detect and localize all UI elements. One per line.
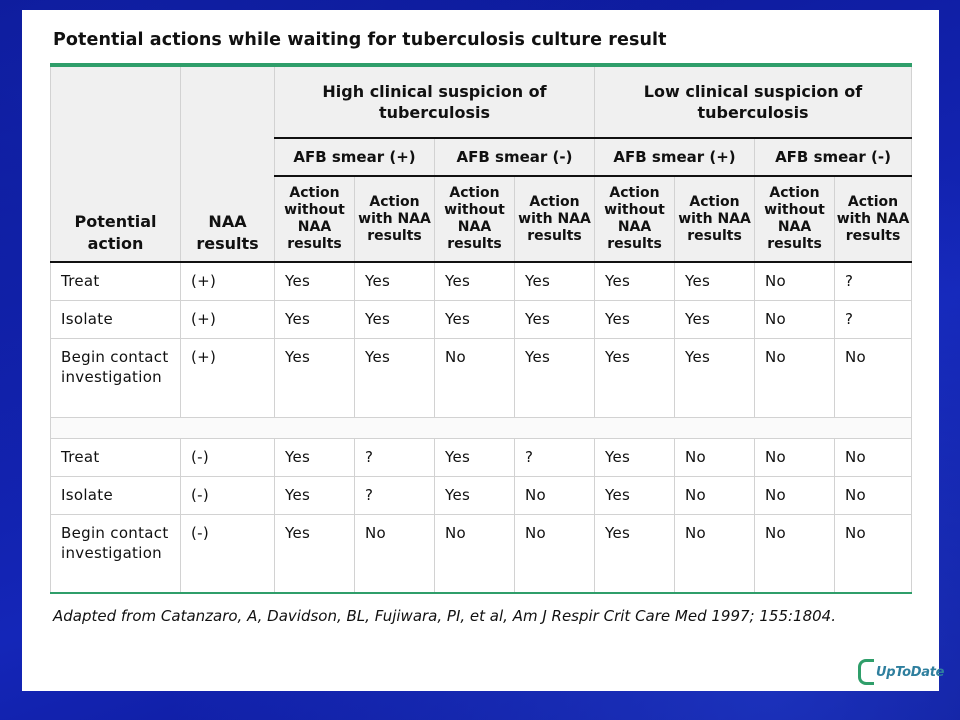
- row-naa: (+): [181, 338, 275, 417]
- row-value: Yes: [595, 300, 675, 338]
- row-value: Yes: [435, 476, 515, 514]
- row-value: Yes: [515, 338, 595, 417]
- header-action-3: Action with NAA results: [515, 176, 595, 262]
- row-action: Treat: [51, 262, 181, 300]
- row-value: Yes: [435, 438, 515, 476]
- header-potential-action: Potential action: [51, 65, 181, 262]
- row-value: No: [755, 262, 835, 300]
- row-value: No: [755, 476, 835, 514]
- uptodate-logo-icon: [858, 659, 874, 685]
- row-action: Treat: [51, 438, 181, 476]
- row-value: No: [755, 338, 835, 417]
- table-row: [51, 514, 912, 593]
- header-action-2: Action without NAA results: [435, 176, 515, 262]
- uptodate-logo: [858, 657, 944, 687]
- row-value: ?: [835, 300, 912, 338]
- row-naa: (+): [181, 262, 275, 300]
- row-value: No: [835, 338, 912, 417]
- table-row: [51, 300, 912, 338]
- row-value: Yes: [355, 300, 435, 338]
- row-action: Begin contact investigation: [51, 338, 181, 417]
- row-value: No: [675, 514, 755, 593]
- row-value: No: [835, 438, 912, 476]
- header-smear-high-pos: AFB smear (+): [275, 138, 435, 176]
- row-value: Yes: [435, 300, 515, 338]
- header-smear-low-pos: AFB smear (+): [595, 138, 755, 176]
- header-high-suspicion: High clinical suspicion of tuberculosis: [275, 65, 595, 138]
- row-value: Yes: [275, 262, 355, 300]
- spacer-cell: [51, 417, 912, 438]
- row-value: ?: [515, 438, 595, 476]
- row-value: Yes: [275, 338, 355, 417]
- uptodate-logo-text: UpToDate: [876, 664, 945, 680]
- row-value: No: [515, 514, 595, 593]
- row-value: No: [355, 514, 435, 593]
- row-value: Yes: [675, 300, 755, 338]
- header-smear-low-neg: AFB smear (-): [755, 138, 912, 176]
- row-naa: (-): [181, 438, 275, 476]
- row-naa: (+): [181, 300, 275, 338]
- header-action-0: Action without NAA results: [275, 176, 355, 262]
- tb-actions-table: [50, 63, 912, 594]
- table-row: [51, 338, 912, 417]
- row-value: No: [835, 514, 912, 593]
- row-value: Yes: [595, 338, 675, 417]
- table-row: [51, 476, 912, 514]
- row-value: ?: [355, 476, 435, 514]
- row-value: Yes: [275, 438, 355, 476]
- row-value: Yes: [595, 514, 675, 593]
- row-value: Yes: [435, 262, 515, 300]
- row-action: Isolate: [51, 300, 181, 338]
- slide: [22, 10, 945, 691]
- row-value: No: [755, 514, 835, 593]
- row-value: No: [435, 514, 515, 593]
- header-naa-results: NAA results: [181, 65, 275, 262]
- header-action-6: Action without NAA results: [755, 176, 835, 262]
- table-row: [51, 438, 912, 476]
- row-value: Yes: [595, 438, 675, 476]
- header-low-suspicion: Low clinical suspicion of tuberculosis: [595, 65, 912, 138]
- row-value: Yes: [355, 262, 435, 300]
- row-value: No: [755, 300, 835, 338]
- row-value: No: [675, 438, 755, 476]
- row-action: Begin contact investigation: [51, 514, 181, 593]
- header-action-1: Action with NAA results: [355, 176, 435, 262]
- row-value: No: [835, 476, 912, 514]
- row-value: ?: [835, 262, 912, 300]
- row-value: No: [755, 438, 835, 476]
- row-value: Yes: [515, 300, 595, 338]
- header-action-5: Action with NAA results: [675, 176, 755, 262]
- row-value: Yes: [675, 338, 755, 417]
- row-value: Yes: [595, 262, 675, 300]
- row-value: Yes: [675, 262, 755, 300]
- header-action-4: Action without NAA results: [595, 176, 675, 262]
- row-value: ?: [355, 438, 435, 476]
- row-value: No: [435, 338, 515, 417]
- row-value: Yes: [275, 514, 355, 593]
- row-action: Isolate: [51, 476, 181, 514]
- spacer-row: [51, 417, 912, 438]
- row-value: No: [515, 476, 595, 514]
- row-value: No: [675, 476, 755, 514]
- row-value: Yes: [515, 262, 595, 300]
- header-smear-high-neg: AFB smear (-): [435, 138, 595, 176]
- row-value: Yes: [275, 476, 355, 514]
- citation: Adapted from Catanzaro, A, Davidson, BL, Fujiwara, PI, et al, Am J Respir Crit Care Med 1997; 155:1804.: [53, 607, 836, 625]
- row-value: Yes: [275, 300, 355, 338]
- table-row: [51, 262, 912, 300]
- row-value: Yes: [595, 476, 675, 514]
- row-naa: (-): [181, 514, 275, 593]
- table-title: Potential actions while waiting for tuberculosis culture result: [53, 30, 667, 50]
- row-value: Yes: [355, 338, 435, 417]
- header-action-7: Action with NAA results: [835, 176, 912, 262]
- row-naa: (-): [181, 476, 275, 514]
